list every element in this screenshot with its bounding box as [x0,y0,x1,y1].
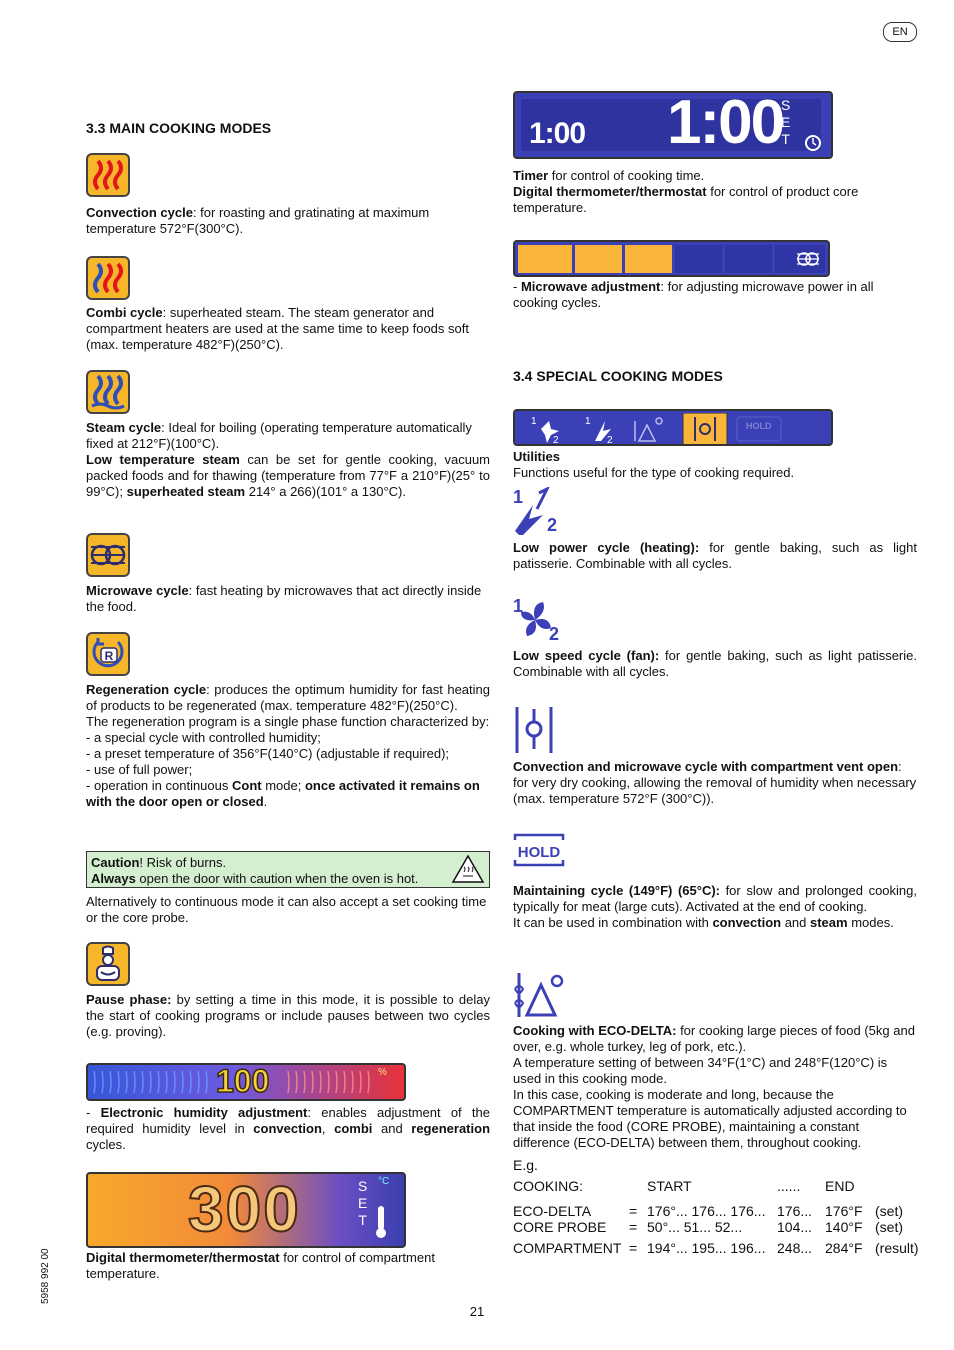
svg-text:1: 1 [585,416,591,427]
svg-text:2: 2 [547,515,558,535]
table-row: CORE PROBE = 50°... 51... 52... 104... 140°F (set) [513,1219,903,1235]
regeneration-description: Regeneration cycle: produces the optimum humidity for fast heating of products to be regenerated (max. temperature 482°F)(250°C). The regeneration program is a single phase function characterized by: - a special cycle with controlled humidity; - a preset temperature of 356°F(140°C) (adjustable if required); - use of full power; - operation in continuous Cont mode; once activated it remains on with the door open or closed. [86,682,491,809]
section-heading-special-modes: 3.4 SPECIAL COOKING MODES [513,368,723,384]
microwave-small-icon [795,247,821,271]
core-temperature-small-value: 1:00 [529,117,586,150]
section-heading-main-modes: 3.3 MAIN COOKING MODES [86,120,272,136]
low-power-description: Low power cycle (heating): for gentle baking, such as light patisserie. Combinable with all cycles. [513,540,917,571]
celsius-unit: °C [378,1176,390,1187]
hold-label-small: HOLD [746,421,772,431]
warning-triangle-icon [451,854,485,884]
table-row: COMPARTMENT = 194°... 195... 196... 248... 284°F (result) [513,1240,919,1256]
eco-delta-icon [513,969,567,1019]
compartment-thermostat-display [86,1172,406,1248]
page-number: 21 [469,1304,485,1319]
document-code: 5958 992 00 [40,1248,51,1304]
compartment-thermostat-description: Digital thermometer/thermostat for control of compartment temperature. [86,1250,435,1281]
microwave-description: Microwave cycle: fast heating by microwaves that act directly inside the food. [86,583,482,614]
timer-description: Timer for control of cooking time. Digital thermometer/thermostat for control of product core temperature. [513,168,859,215]
svg-text:2: 2 [549,624,560,644]
timer-set-label: S E T [781,97,791,147]
thermometer-icon [374,1204,388,1240]
combi-description: Combi cycle: superheated steam. The steam generator and compartment heaters are used at the same time to keep foods soft (max. temperature 482°F)(250°C). [86,305,469,352]
timer-value: 1:00 [667,91,784,157]
set-label: S E T [358,1178,368,1228]
microwave-icon [86,533,130,577]
utilities-bar [513,409,833,446]
low-power-icon [513,487,563,535]
svg-text:2: 2 [607,435,613,445]
language-badge: EN [883,22,917,42]
vent-description: Convection and microwave cycle with compartment vent open: for very dry cooking, allowing the removal of humidity when necessary (max. temperature 572°F (300°C)). [513,759,917,806]
steam-description: Steam cycle: Ideal for boiling (operating temperature automatically fixed at 212°F)(100°C). Low temperature steam can be set for gentle cooking, vacuum packed foods and for thawing (temperature from 77°F a 210°F)(25° to 99°C); superheated steam 214° a 266)(101° a 130°C). [86,420,491,499]
humidity-value: 100 [216,1063,270,1099]
hold-icon-label: HOLD [517,844,561,861]
table-header-row: COOKING: START ...... END [513,1178,855,1194]
svg-text:1: 1 [513,487,524,507]
svg-text:2: 2 [553,435,559,445]
hold-description: Maintaining cycle (149°F) (65°C): for slow and prolonged cooking, typically for meat (large cuts). Activated at the end of cooking. It can be used in combination with convection and steam modes. [513,883,917,930]
svg-text:1: 1 [531,416,537,427]
compartment-vent-icon [513,705,557,755]
svg-text:R: R [104,649,114,663]
pause-chef-icon [86,942,130,986]
alternative-mode-text: Alternatively to continuous mode it can also accept a set cooking time or the core probe. [86,894,487,925]
humidity-unit: % [378,1067,387,1078]
convection-icon [86,153,130,197]
eco-delta-description: Cooking with ECO-DELTA: for cooking large pieces of food (5kg and over, e.g. whole turkey, leg of pork, etc.). A temperature setting of between 34°F(1°C) and 248°F(120°C) is used in this cooking mode. In this case, cooking is moderate and long, because the COMPARTMENT temperature is automatically adjusted according to that inside the food (CORE PROBE), maintaining a constant difference (ECO-DELTA) between them, throughout cooking. E.g. [513,1023,915,1173]
svg-text:1: 1 [513,596,524,616]
microwave-adjust-description: - Microwave adjustment: for adjusting microwave power in all cooking cycles. [513,279,874,310]
microwave-power-bar [513,240,830,277]
steam-icon [86,370,130,414]
clock-icon [803,133,823,153]
convection-description: Convection cycle: for roasting and gratinating at maximum temperature 572°F(300°C). [86,205,430,236]
low-speed-fan-icon [513,596,563,644]
humidity-display [86,1063,406,1101]
table-row: ECO-DELTA = 176°... 176... 176... 176... 176°F (set) [513,1203,903,1219]
eco-delta-table [513,1174,923,1256]
timer-display [513,91,833,159]
humidity-description: - Electronic humidity adjustment: enables adjustment of the required humidity level in convection, combi and regeneration cycles. [86,1105,491,1152]
pause-description: Pause phase: by setting a time in this mode, it is possible to delay the start of cooking programs or include pauses between two cycles (e.g. proving). [86,992,490,1039]
combi-icon [86,256,130,300]
regeneration-icon [86,632,130,676]
utilities-description: Utilities Functions useful for the type of cooking required. [513,449,795,480]
caution-box: Caution! Risk of burns. Always open the door with caution when the oven is hot. [86,851,490,888]
low-speed-description: Low speed cycle (fan): for gentle baking, such as light patisserie. Combinable with all cycles. [513,648,917,679]
compartment-temperature-value: 300 [188,1173,301,1245]
hold-icon [513,832,565,868]
